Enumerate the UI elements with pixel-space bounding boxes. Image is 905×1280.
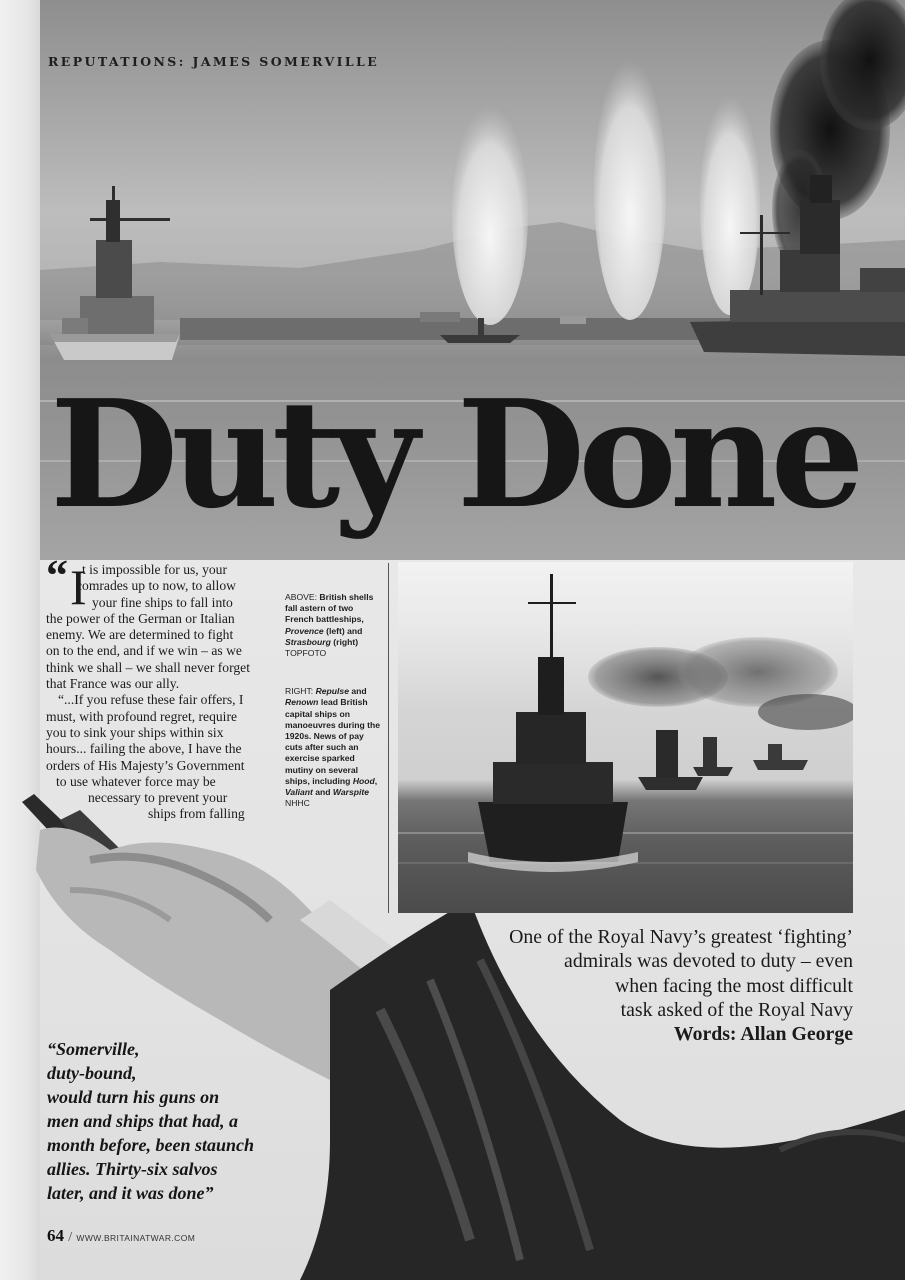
folio-separator: / — [68, 1230, 73, 1245]
website-link[interactable]: WWW.BRITAINATWAR.COM — [76, 1233, 196, 1243]
intro-line: the power of the German or Italian — [46, 610, 235, 626]
byline: Words: Allan George — [673, 1023, 853, 1046]
intro-line: think we shall – we shall never forget — [46, 659, 250, 675]
caption-credit: NHHC — [285, 798, 310, 809]
caption-right: RIGHT: Repulse and Renown lead British capital ships on manoeuvres during the 1920s. News of pay cuts after such an exercise sparked mutiny on several ships, including Hood, Valiant and Warspite NHHC — [285, 686, 383, 809]
section-label: REPUTATIONS: JAMES SOMERVILLE — [48, 54, 380, 69]
pull-quote — [47, 1037, 317, 1205]
page-number: 64 — [47, 1226, 64, 1245]
intro-line: orders of His Majesty’s Government — [46, 757, 245, 773]
intro-line: must, with profound regret, require — [46, 708, 238, 724]
pull-quote-line: “Somerville, — [47, 1039, 140, 1059]
pull-quote-line: month before, been staunch — [47, 1135, 255, 1155]
headline: Duty Done — [50, 367, 858, 541]
column-divider — [388, 563, 389, 913]
standfirst-line: when facing the most difficult — [614, 974, 853, 997]
standfirst-line: One of the Royal Navy’s greatest ‘fighting’ — [509, 926, 853, 948]
standfirst-line: admirals was devoted to duty – even — [564, 950, 853, 973]
intro-line: on to the end, and if we win – as we — [46, 643, 242, 659]
pull-quote-line: would turn his guns on — [47, 1087, 220, 1107]
caption-credit: TOPFOTO — [285, 648, 327, 659]
intro-line: that France was our ally. — [46, 676, 180, 692]
page-folio — [47, 1226, 195, 1246]
pull-quote-line: men and ships that had, a — [47, 1111, 239, 1131]
intro-line: enemy. We are determined to fight — [46, 627, 234, 643]
intro-line: you to sink your ships within six — [46, 724, 224, 740]
drop-cap: I — [70, 559, 87, 615]
standfirst — [400, 925, 853, 1046]
intro-line: to use whatever force may be — [56, 773, 216, 789]
standfirst-line: task asked of the Royal Navy — [620, 998, 853, 1021]
intro-line: hours... failing the above, I have the — [46, 741, 242, 757]
intro-line: “...If you refuse these fair offers, I — [58, 692, 244, 708]
photo-captions — [285, 592, 383, 836]
intro-line: comrades up to now, to allow — [76, 578, 236, 594]
fleet-manoeuvres-photo — [398, 562, 853, 913]
pull-quote-line: duty-bound, — [47, 1063, 137, 1083]
opening-quote-mark: “ — [46, 551, 68, 600]
caption-above: ABOVE: British shells fall astern of two French battleships, Provence (left) and Strasbourg (right) TOPFOTO — [285, 592, 383, 659]
intro-quote — [46, 551, 268, 822]
pull-quote-line: later, and it was done” — [47, 1183, 214, 1203]
fleet-photo-illustration — [398, 562, 853, 913]
intro-line: ships from falling — [148, 806, 245, 822]
pull-quote-line: allies. Thirty-six salvos — [47, 1159, 218, 1179]
intro-line: necessary to prevent your — [88, 790, 228, 806]
intro-line: t is impossible for us, your — [82, 562, 227, 577]
intro-line: your fine ships to fall into — [92, 594, 233, 610]
